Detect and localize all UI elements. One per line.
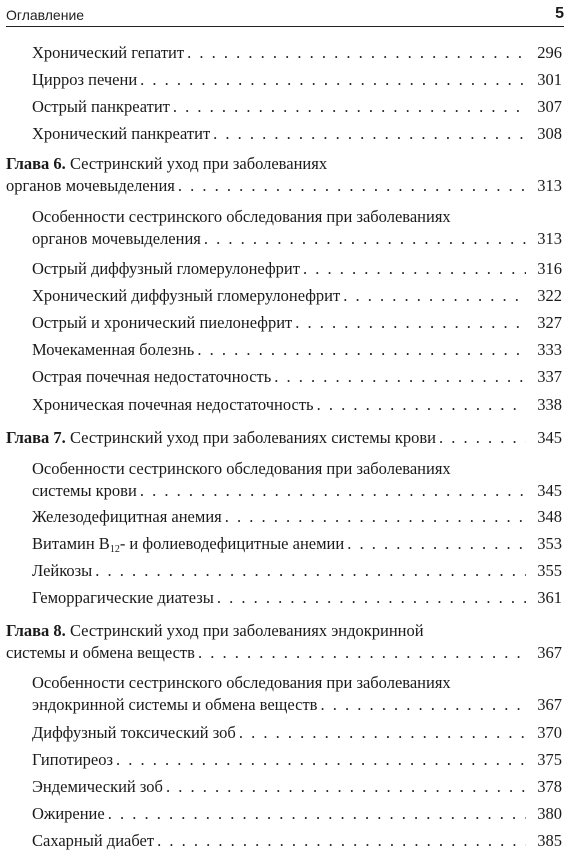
toc-leader-line	[32, 750, 562, 770]
toc-leader-line	[32, 229, 562, 249]
toc-page-number: 327	[537, 313, 562, 332]
toc-item[interactable]	[0, 395, 574, 415]
toc-item[interactable]	[0, 673, 574, 714]
toc-item-title: Диффузный токсический зоб	[32, 723, 236, 742]
toc-entry-text	[32, 340, 194, 360]
dot-leader	[108, 804, 526, 824]
toc-item-title-line2: эндокринной системы и обмена веществ	[32, 695, 318, 714]
toc-leader-line	[32, 70, 562, 90]
dot-leader	[157, 831, 526, 851]
toc-item[interactable]	[0, 723, 574, 743]
toc-entry-text	[32, 507, 222, 527]
toc-item[interactable]	[0, 340, 574, 360]
toc-entry-text	[32, 777, 163, 797]
toc-page-number: 378	[537, 777, 562, 796]
toc-leader-line	[32, 259, 562, 279]
toc-item-title-line2: системы крови	[32, 481, 137, 500]
toc-leader-line	[32, 43, 562, 63]
dot-leader	[213, 124, 526, 144]
chapter-heading-line1	[6, 621, 424, 641]
toc-entry-text	[32, 831, 154, 851]
toc-page-number: 313	[537, 176, 562, 195]
toc-leader-line	[6, 428, 562, 448]
toc-item-title-line1: Особенности сестринского обследования при заболеваниях	[32, 207, 451, 226]
toc-entry-text	[32, 97, 170, 117]
dot-leader	[197, 340, 526, 360]
chapter-heading-line1	[6, 154, 327, 174]
toc-item[interactable]	[0, 259, 574, 279]
toc-item[interactable]	[0, 207, 574, 248]
toc-entry-text	[6, 428, 436, 448]
toc-entry-text	[6, 176, 175, 196]
dot-leader	[140, 70, 526, 90]
chapter-label: Глава 6.	[6, 154, 66, 173]
toc-item[interactable]	[0, 804, 574, 824]
toc-item-title: Острый панкреатит	[32, 97, 170, 116]
toc-item[interactable]	[0, 124, 574, 144]
toc-item[interactable]	[0, 534, 574, 554]
toc-leader-line	[32, 831, 562, 851]
toc-chapter[interactable]	[0, 154, 574, 195]
toc-item-title: Мочекаменная болезнь	[32, 340, 195, 359]
toc-entry-text	[32, 313, 292, 333]
dot-leader	[225, 507, 526, 527]
dot-leader	[140, 481, 526, 501]
toc-leader-line	[32, 804, 562, 824]
toc-leader-line	[6, 176, 562, 196]
toc-item-title: Хронический гепатит	[32, 43, 185, 62]
toc-page-number: 361	[537, 588, 562, 607]
chapter-label: Глава 7.	[6, 428, 66, 447]
toc-item[interactable]	[0, 367, 574, 387]
dot-leader	[317, 395, 526, 415]
toc-item[interactable]	[0, 561, 574, 581]
toc-page-number: 338	[537, 395, 562, 414]
toc-page-number: 385	[537, 831, 562, 850]
dot-leader	[239, 723, 526, 743]
header-title: Оглавление	[6, 7, 85, 23]
toc-entry-text	[32, 395, 314, 415]
dot-leader	[204, 229, 526, 249]
header-page-number: 5	[555, 5, 564, 22]
toc-item[interactable]	[0, 70, 574, 90]
toc-item-title: Хронический диффузный гломерулонефрит	[32, 286, 341, 305]
toc-page-number: 380	[537, 804, 562, 823]
toc-item-title: Острая почечная недостаточность	[32, 367, 272, 386]
toc-item-title: Хроническая почечная недостаточность	[32, 395, 314, 414]
toc-leader-line	[32, 340, 562, 360]
dot-leader	[187, 43, 526, 63]
toc-entry-text	[32, 367, 271, 387]
toc-item-title: Эндемический зоб	[32, 777, 163, 796]
dot-leader	[347, 534, 526, 554]
toc-item-title: Железодефицитная анемия	[32, 507, 222, 526]
toc-item-title: Геморрагические диатезы	[32, 588, 214, 607]
toc-item-title-line1: Особенности сестринского обследования при заболеваниях	[32, 673, 451, 692]
header-rule	[6, 26, 564, 27]
toc-entry-text	[32, 804, 105, 824]
toc-leader-line	[6, 643, 562, 663]
toc-entry-text	[32, 259, 300, 279]
toc-leader-line	[32, 561, 562, 581]
toc-item[interactable]	[0, 507, 574, 527]
dot-leader	[274, 367, 526, 387]
toc-item-title: Острый и хронический пиелонефрит	[32, 313, 293, 332]
running-header	[6, 0, 564, 28]
toc-item[interactable]	[0, 286, 574, 306]
toc-leader-line	[32, 588, 562, 608]
toc-page-number: 370	[537, 723, 562, 742]
toc-item[interactable]	[0, 750, 574, 770]
toc-item[interactable]	[0, 588, 574, 608]
toc-page-number: 296	[537, 43, 562, 62]
dot-leader	[173, 97, 526, 117]
toc-page-number: 313	[537, 229, 562, 248]
toc-entry-text	[32, 124, 210, 144]
toc-page-number: 348	[537, 507, 562, 526]
toc-item-title: Цирроз печени	[32, 70, 138, 89]
toc-item-title: Сахарный диабет	[32, 831, 155, 850]
toc-item-title-line2: органов мочевыделения	[32, 229, 201, 248]
dot-leader	[343, 286, 526, 306]
dot-leader	[303, 259, 526, 279]
toc-page-number: 316	[537, 259, 562, 278]
dot-leader	[439, 428, 526, 448]
toc-entry-text	[32, 70, 137, 90]
toc-leader-line	[32, 367, 562, 387]
toc-entry-text	[6, 643, 195, 663]
toc-entry-text	[32, 534, 344, 554]
toc-item-title: Ожирение	[32, 804, 105, 823]
toc-item-title: Лейкозы	[32, 561, 93, 580]
toc-leader-line	[32, 124, 562, 144]
toc-leader-line	[32, 695, 562, 715]
toc-entry-text	[32, 43, 184, 63]
toc-chapter[interactable]	[0, 428, 574, 448]
dot-leader	[295, 313, 526, 333]
chapter-label: Глава 8.	[6, 621, 66, 640]
toc-page-number: 353	[537, 534, 562, 553]
toc-leader-line	[32, 313, 562, 333]
toc-chapter[interactable]	[0, 621, 574, 662]
toc-leader-line	[32, 507, 562, 527]
toc-page-number: 367	[537, 695, 562, 714]
toc-leader-line	[32, 97, 562, 117]
dot-leader	[95, 561, 526, 581]
toc-entry-text	[32, 695, 317, 715]
toc-leader-line	[32, 534, 562, 554]
dot-leader	[116, 750, 526, 770]
chapter-title-line2: органов мочевыделения	[6, 176, 175, 195]
toc-item[interactable]	[0, 777, 574, 797]
toc-leader-line	[32, 286, 562, 306]
toc-item[interactable]	[0, 459, 574, 500]
dot-leader	[178, 176, 526, 196]
toc-leader-line	[32, 723, 562, 743]
toc-item-title: Хронический панкреатит	[32, 124, 211, 143]
chapter-title-line2: системы и обмена веществ	[6, 643, 195, 662]
toc-page-number: 355	[537, 561, 562, 580]
toc-item-title: Острый диффузный гломерулонефрит	[32, 259, 300, 278]
vitamin-subscript: 12	[109, 544, 120, 555]
toc-item-title: Гипотиреоз	[32, 750, 113, 769]
toc-item[interactable]	[0, 831, 574, 851]
toc-item[interactable]	[0, 97, 574, 117]
toc-entry-text	[32, 229, 201, 249]
toc-entry-text	[32, 750, 113, 770]
toc-page-number: 301	[537, 70, 562, 89]
toc-item[interactable]	[0, 43, 574, 63]
dot-leader	[166, 777, 526, 797]
toc-leader-line	[32, 395, 562, 415]
toc-page-number: 375	[537, 750, 562, 769]
toc-page-number: 345	[537, 428, 562, 447]
toc-item-title-suffix: - и фолиеводефицитные анемии	[119, 534, 345, 553]
chapter-title: Сестринский уход при заболеваниях системы крови	[69, 428, 436, 447]
toc-entry-text	[32, 286, 340, 306]
chapter-title: Сестринский уход при заболеваниях эндокринной	[69, 621, 424, 640]
toc-item[interactable]	[0, 313, 574, 333]
toc-page-number: 333	[537, 340, 562, 359]
dot-leader	[198, 643, 526, 663]
toc-page-number: 322	[537, 286, 562, 305]
toc-entry-text	[32, 588, 214, 608]
toc-page-number: 337	[537, 367, 562, 386]
toc-leader-line	[32, 481, 562, 501]
toc-page-number: 308	[537, 124, 562, 143]
toc-item-title-line1: Особенности сестринского обследования при заболеваниях	[32, 459, 451, 478]
toc-page-number: 307	[537, 97, 562, 116]
toc-page-number: 367	[537, 643, 562, 662]
dot-leader	[217, 588, 526, 608]
toc-entry-text	[32, 723, 236, 743]
toc-item-title: Витамин B	[32, 534, 110, 553]
toc-entry-text	[32, 561, 92, 581]
dot-leader	[320, 695, 526, 715]
toc-leader-line	[32, 777, 562, 797]
toc-page-number: 345	[537, 481, 562, 500]
chapter-title: Сестринский уход при заболеваниях	[69, 154, 328, 173]
toc-entry-text	[32, 481, 137, 501]
